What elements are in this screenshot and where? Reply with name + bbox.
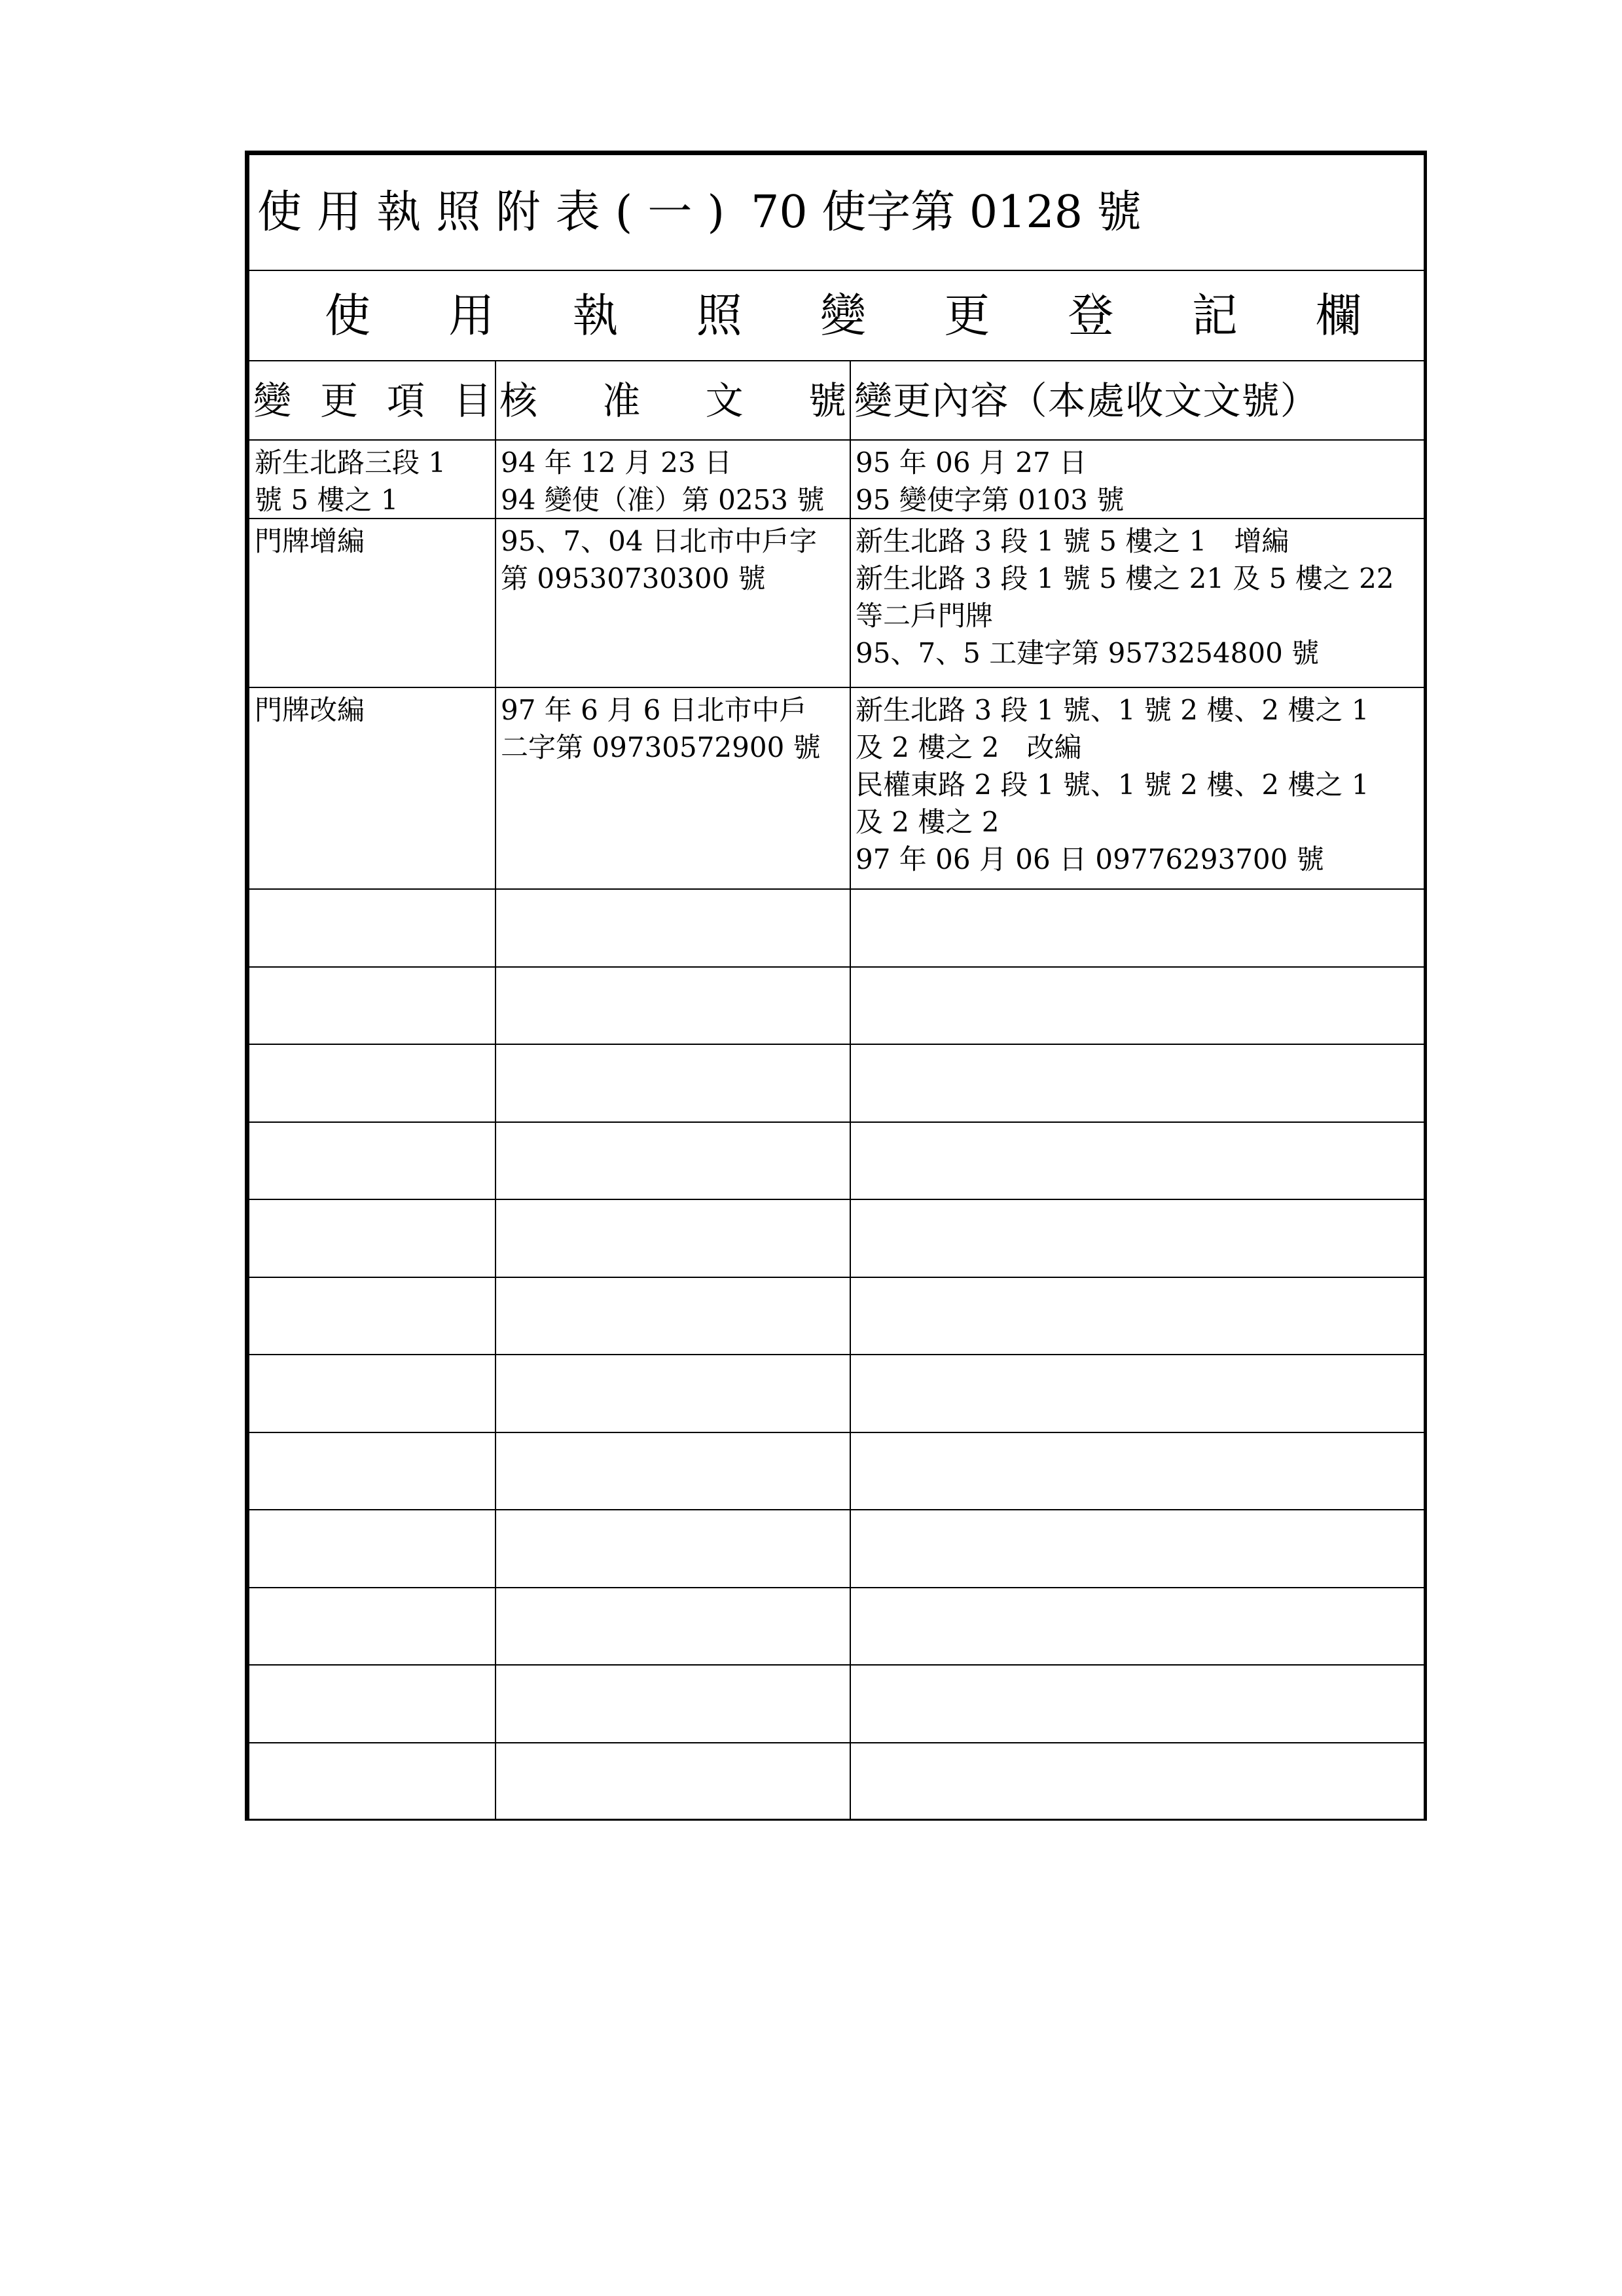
table-cell-approval (496, 519, 850, 687)
license-form (245, 151, 1427, 1821)
table-row-empty (249, 1122, 1424, 1200)
cell-text-line: 第 09530730300 號 (501, 562, 766, 594)
column-header-char: 文 (705, 378, 744, 423)
table-row-empty (249, 1665, 1424, 1743)
cell-text-line: 95 年 06 月 27 日 (856, 446, 1087, 479)
column-header-label: 變更內容（本處收文文號） (854, 378, 1319, 423)
section-heading-char: 欄 (1316, 289, 1361, 342)
cell-text-line: 門牌增編 (255, 525, 365, 557)
cell-text-line: 民權東路 2 段 1 號、1 號 2 樓、2 樓之 1 (856, 769, 1369, 801)
column-header-char: 准 (602, 378, 641, 423)
section-heading-char: 用 (448, 289, 495, 342)
column-header-char: 目 (453, 378, 492, 423)
table-cell-content (850, 440, 1424, 519)
column-header-approval (496, 361, 850, 440)
cell-text-line: 95 變使字第 0103 號 (856, 484, 1125, 516)
section-heading-char: 變 (820, 289, 866, 342)
cell-text-line: 及 2 樓之 2 改編 (856, 731, 1082, 763)
section-heading-char: 執 (572, 289, 619, 342)
cell-text-line: 97 年 6 月 6 日北市中戶 (501, 694, 807, 726)
license-number: 70 使字第 0128 號 (751, 186, 1142, 238)
cell-text-line: 號 5 樓之 1 (255, 484, 399, 516)
column-header-item (249, 361, 496, 440)
column-header-char: 號 (808, 378, 846, 423)
cell-text-line: 二字第 09730572900 號 (501, 731, 821, 763)
section-heading-char: 照 (696, 289, 742, 342)
cell-text-line: 新生北路 3 段 1 號、1 號 2 樓、2 樓之 1 (856, 694, 1369, 726)
change-register-table (249, 361, 1424, 1819)
table-row-empty (249, 1199, 1424, 1277)
form-title (249, 155, 1424, 271)
section-heading-char: 更 (944, 289, 990, 342)
cell-text-line: 97 年 06 月 06 日 09776293700 號 (856, 843, 1324, 875)
cell-text-line: 等二戶門牌 (856, 600, 994, 632)
table-cell-approval (496, 687, 850, 889)
column-header-char: 項 (386, 378, 425, 423)
table-cell-content (850, 519, 1424, 687)
cell-text-line: 95、7、5 工建字第 9573254800 號 (856, 637, 1320, 669)
table-cell-item (249, 687, 496, 889)
table-row-empty (249, 967, 1424, 1045)
cell-text-line: 95、7、04 日北市中戶字 (501, 525, 817, 557)
table-row-empty (249, 1743, 1424, 1821)
table-row-empty (249, 1044, 1424, 1122)
cell-text-line: 新生北路 3 段 1 號 5 樓之 21 及 5 樓之 22 (856, 562, 1394, 594)
form-title-main: 使用執照附表(一) (257, 186, 740, 238)
section-heading-char: 登 (1068, 289, 1114, 342)
table-row-empty (249, 1588, 1424, 1666)
table-cell-approval (496, 440, 850, 519)
table-row-empty (249, 1432, 1424, 1510)
table-cell-item (249, 519, 496, 687)
cell-text-line: 及 2 樓之 2 (856, 806, 1000, 838)
table-row-empty (249, 1277, 1424, 1355)
section-heading-char: 使 (325, 289, 370, 342)
column-header-content (850, 361, 1424, 440)
cell-text-line: 新生北路三段 1 (255, 446, 446, 479)
section-heading (249, 271, 1424, 361)
column-header-char: 變 (253, 378, 292, 423)
table-row-empty (249, 1355, 1424, 1432)
cell-text-line: 新生北路 3 段 1 號 5 樓之 1 增編 (856, 525, 1289, 557)
table-cell-content (850, 687, 1424, 889)
cell-text-line: 門牌改編 (255, 694, 365, 726)
section-heading-char: 記 (1191, 289, 1238, 342)
cell-text-line: 94 年 12 月 23 日 (501, 446, 732, 479)
column-header-char: 核 (499, 378, 538, 423)
table-row-empty (249, 889, 1424, 967)
column-header-char: 更 (319, 378, 358, 423)
table-cell-item (249, 440, 496, 519)
table-row-empty (249, 1510, 1424, 1588)
cell-text-line: 94 變使（准）第 0253 號 (501, 484, 825, 516)
